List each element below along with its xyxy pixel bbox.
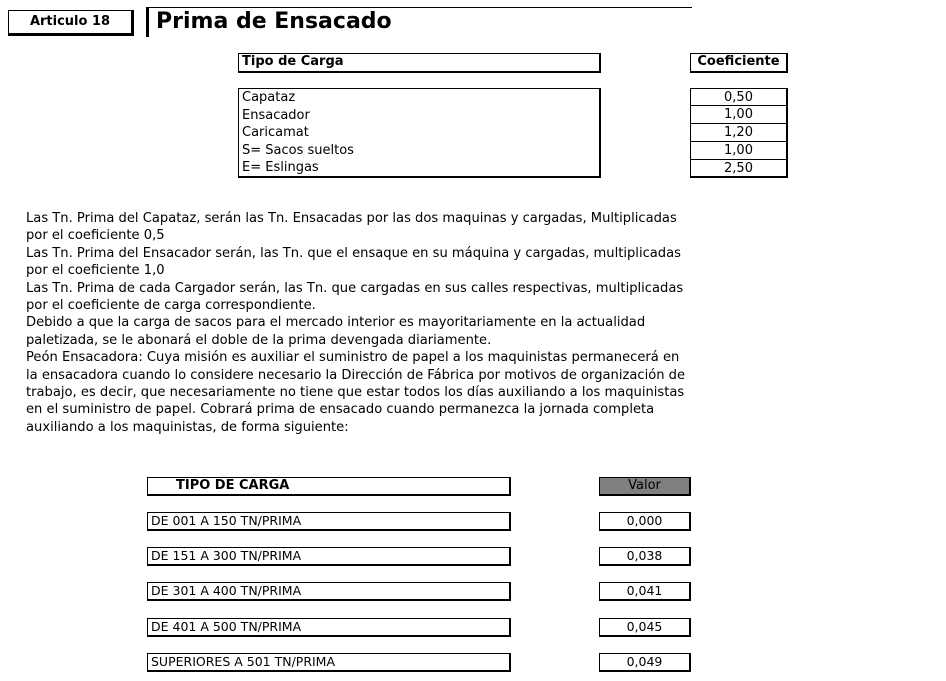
body-line: Las Tn. Prima del Capataz, serán las Tn. Ensacadas por las dos maquinas y cargadas, Multiplicadas	[26, 211, 677, 226]
range-value: 0,045	[599, 618, 691, 637]
body-line: Peón Ensacadora: Cuya misión es auxiliar el suministro de papel a los maquinistas permanecerá en	[26, 350, 680, 366]
range-label: DE 401 A 500 TN/PRIMA	[147, 618, 511, 637]
tipo-item: Caricamat	[242, 125, 309, 140]
coef-cell: 1,00	[690, 142, 788, 160]
body-line: Las Tn. Prima del Ensacador serán, las Tn. que el ensaque en su máquina y cargadas, multiplicadas	[26, 245, 681, 261]
coef-cell: 0,50	[690, 88, 788, 106]
range-label: DE 001 A 150 TN/PRIMA	[147, 512, 511, 531]
tipo-item: Ensacador	[242, 107, 310, 123]
coef-cell: 1,00	[690, 106, 788, 124]
body-line: por el coeficiente 0,5	[26, 228, 165, 244]
body-line: trabajo, es decir, que necesariamente no tiene que estar todos los días auxiliando a los maquinistas	[26, 385, 685, 401]
body-line: Debido a que la carga de sacos para el mercado interior es mayoritariamente en la actualidad	[26, 315, 646, 331]
tipo-item: S= Sacos sueltos	[242, 142, 354, 158]
body-line: Las Tn. Prima de cada Cargador serán, las Tn. que cargadas en sus calles respectivas, multiplicadas	[26, 280, 684, 296]
coeficiente-header: Coeficiente	[690, 53, 788, 73]
range-value: 0,038	[599, 547, 691, 566]
range-value: 0,000	[599, 512, 691, 531]
range-label: DE 301 A 400 TN/PRIMA	[147, 582, 511, 601]
tipo-de-carga-value-header: TIPO DE CARGA	[147, 477, 511, 496]
article-number: Articulo 18	[29, 14, 111, 29]
range-label: DE 151 A 300 TN/PRIMA	[147, 547, 511, 566]
body-line: paletizada, se le abonará el doble de la prima devengada diariamente.	[26, 332, 492, 348]
body-line: en el suministro de papel. Cobrará prima de ensacado cuando permanezca la jornada completa	[26, 402, 655, 418]
range-label: SUPERIORES A 501 TN/PRIMA	[147, 653, 511, 672]
body-line: auxiliando a los maquinistas, de forma siguiente:	[26, 419, 349, 435]
tipo-de-carga-list	[238, 88, 601, 178]
body-line: por el coeficiente de carga correspondiente.	[26, 298, 316, 314]
tipo-de-carga-header: Tipo de Carga	[238, 53, 601, 73]
valor-header: Valor	[599, 477, 691, 496]
coeficiente-list	[690, 88, 788, 178]
body-line: por el coeficiente 1,0	[26, 263, 165, 279]
coef-cell: 1,20	[690, 124, 788, 142]
page-title: Prima de Ensacado	[156, 9, 392, 34]
body-line: la ensacadora cuando lo considere necesario la Dirección de Fábrica por motivos de organización de	[26, 367, 686, 383]
tipo-item: E= Eslingas	[242, 160, 319, 175]
article-number-box	[8, 10, 134, 36]
range-value: 0,041	[599, 582, 691, 601]
body-paragraph	[26, 210, 756, 436]
range-value: 0,049	[599, 653, 691, 672]
tipo-item: Capataz	[242, 90, 296, 105]
coef-cell: 2,50	[690, 160, 788, 178]
